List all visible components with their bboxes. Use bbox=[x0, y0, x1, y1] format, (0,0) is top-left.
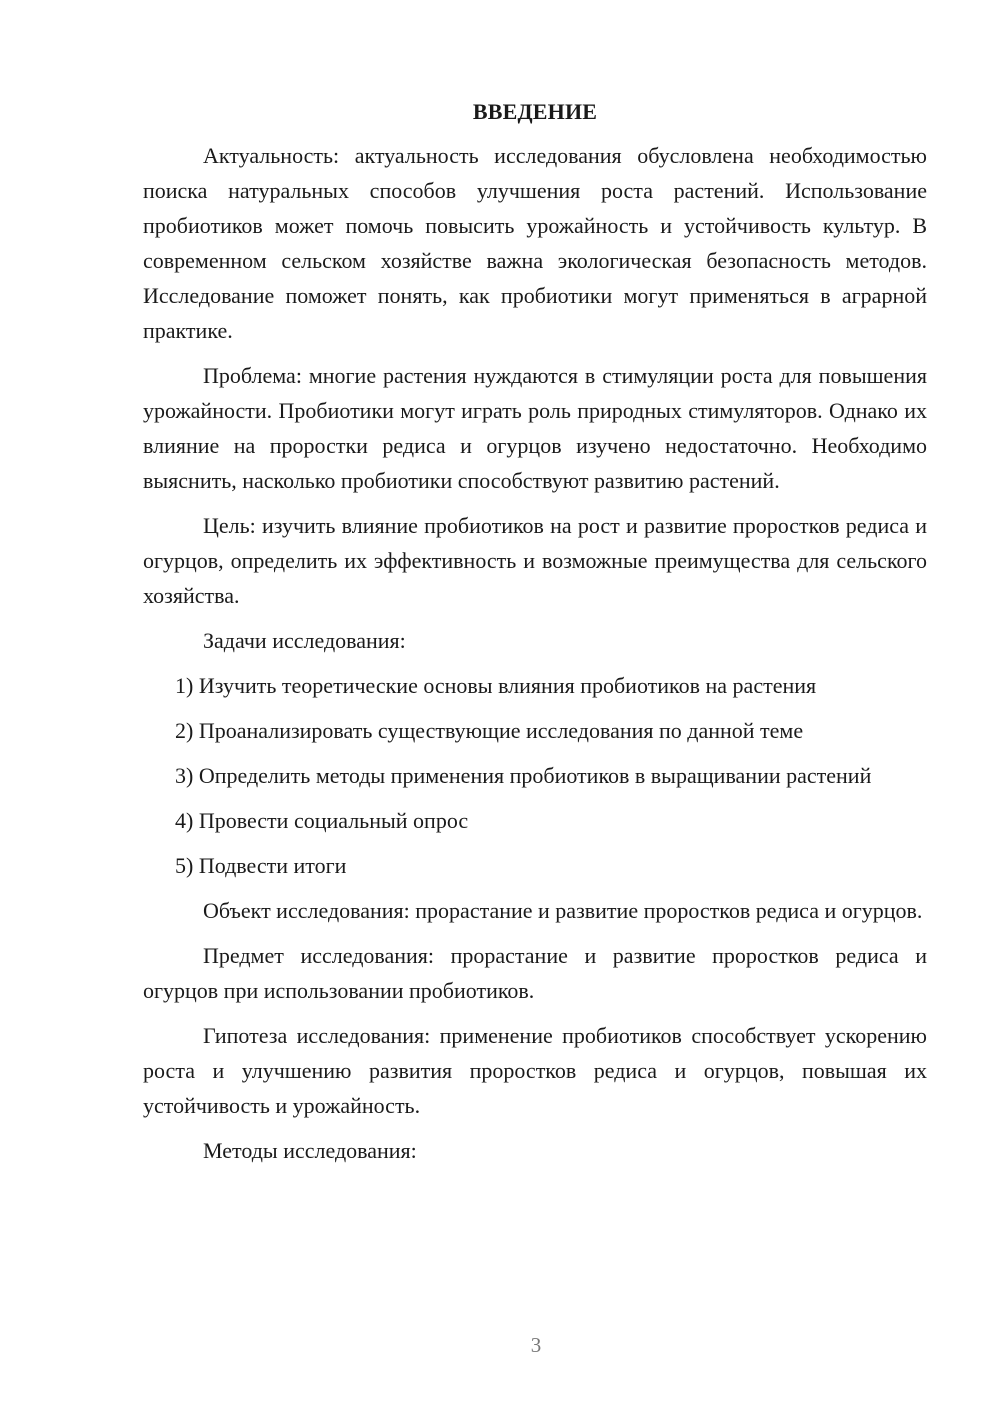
tasks-heading: Задачи исследования: bbox=[203, 628, 406, 653]
section-title: ВВЕДЕНИЕ bbox=[472, 99, 598, 124]
paragraph-problem: Проблема: многие растения нуждаются в стимуляции роста для повышения урожайности. Пробиотики могут играть роль природных стимуляторов. Однако их влияние на проростки редиса и огурцов изучено недостаточно. Необходимо выяснить, насколько пробиотики способствуют развитию растений. bbox=[143, 363, 927, 493]
task-item: 2) Проанализировать существующие исследования по данной теме bbox=[175, 718, 804, 743]
page-number: 3 bbox=[530, 1333, 542, 1357]
task-item: 3) Определить методы применения пробиотиков в выращивании растений bbox=[175, 763, 872, 788]
paragraph-object: Объект исследования: прорастание и развитие проростков редиса и огурцов. bbox=[203, 898, 923, 923]
paragraph-goal: Цель: изучить влияние пробиотиков на рост и развитие проростков редиса и огурцов, определить их эффективность и возможные преимущества для сельского хозяйства. bbox=[143, 513, 927, 608]
page-content bbox=[143, 96, 927, 1178]
task-item: 1) Изучить теоретические основы влияния пробиотиков на растения bbox=[175, 673, 817, 698]
paragraph-hypothesis: Гипотеза исследования: применение пробиотиков способствует ускорению роста и улучшению развития проростков редиса и огурцов, повышая их устойчивость и урожайность. bbox=[143, 1023, 927, 1118]
paragraph-relevance: Актуальность: актуальность исследования обусловлена необходимостью поиска натуральных способов улучшения роста растений. Использование пробиотиков может помочь повысить урожайность и устойчивость культур. В современном сельском хозяйстве важна экологическая безопасность методов. Исследование поможет понять, как пробиотики могут применяться в аграрной практике. bbox=[143, 143, 927, 343]
paragraph-subject: Предмет исследования: прорастание и развитие проростков редиса и огурцов при использовании пробиотиков. bbox=[143, 943, 927, 1003]
methods-heading: Методы исследования: bbox=[203, 1138, 417, 1163]
task-item: 5) Подвести итоги bbox=[175, 853, 347, 878]
task-item: 4) Провести социальный опрос bbox=[175, 808, 469, 833]
